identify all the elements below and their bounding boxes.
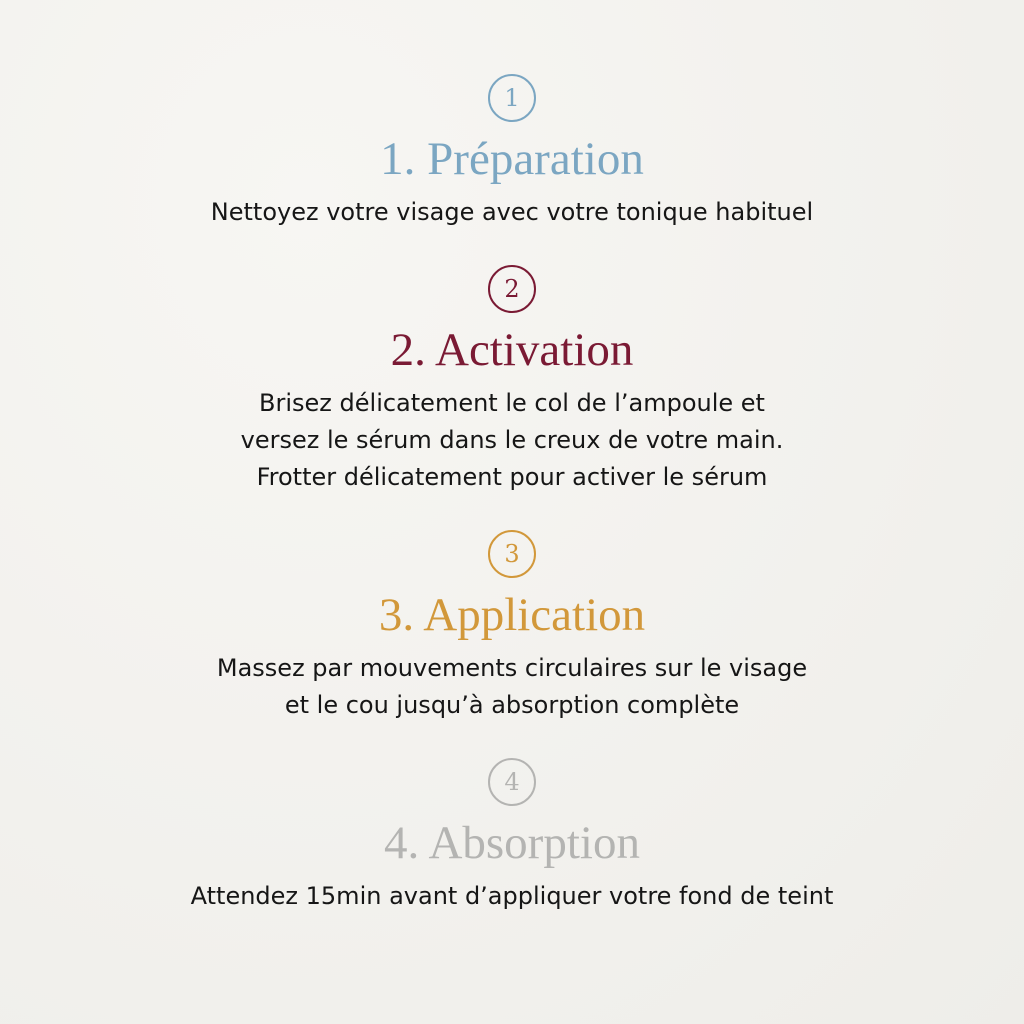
step-description bbox=[0, 385, 1024, 496]
step-number-circle: 4 bbox=[488, 758, 536, 806]
description-line: et le cou jusqu’à absorption complète bbox=[284, 691, 740, 719]
step-number-circle: 2 bbox=[488, 265, 536, 313]
description-line: Massez par mouvements circulaires sur le visage bbox=[216, 654, 808, 682]
step-number-circle: 3 bbox=[488, 530, 536, 578]
step-title: 2. Activation bbox=[390, 324, 634, 376]
step-2 bbox=[0, 265, 1024, 496]
step-description bbox=[0, 878, 1024, 915]
step-description bbox=[0, 650, 1024, 724]
step-description bbox=[0, 194, 1024, 231]
description-line: Nettoyez votre visage avec votre tonique habituel bbox=[210, 198, 814, 226]
steps-list bbox=[0, 74, 1024, 949]
description-line: Brisez délicatement le col de l’ampoule et bbox=[259, 389, 765, 417]
step-title: 3. Application bbox=[378, 589, 646, 641]
step-title: 4. Absorption bbox=[384, 817, 640, 869]
step-3 bbox=[0, 530, 1024, 724]
step-4 bbox=[0, 758, 1024, 915]
description-line: Attendez 15min avant d’appliquer votre fond de teint bbox=[190, 882, 834, 910]
step-number-circle: 1 bbox=[488, 74, 536, 122]
description-line: versez le sérum dans le creux de votre main. bbox=[240, 426, 784, 454]
description-line: Frotter délicatement pour activer le sérum bbox=[256, 463, 768, 491]
step-1 bbox=[0, 74, 1024, 231]
step-title: 1. Préparation bbox=[380, 133, 644, 185]
